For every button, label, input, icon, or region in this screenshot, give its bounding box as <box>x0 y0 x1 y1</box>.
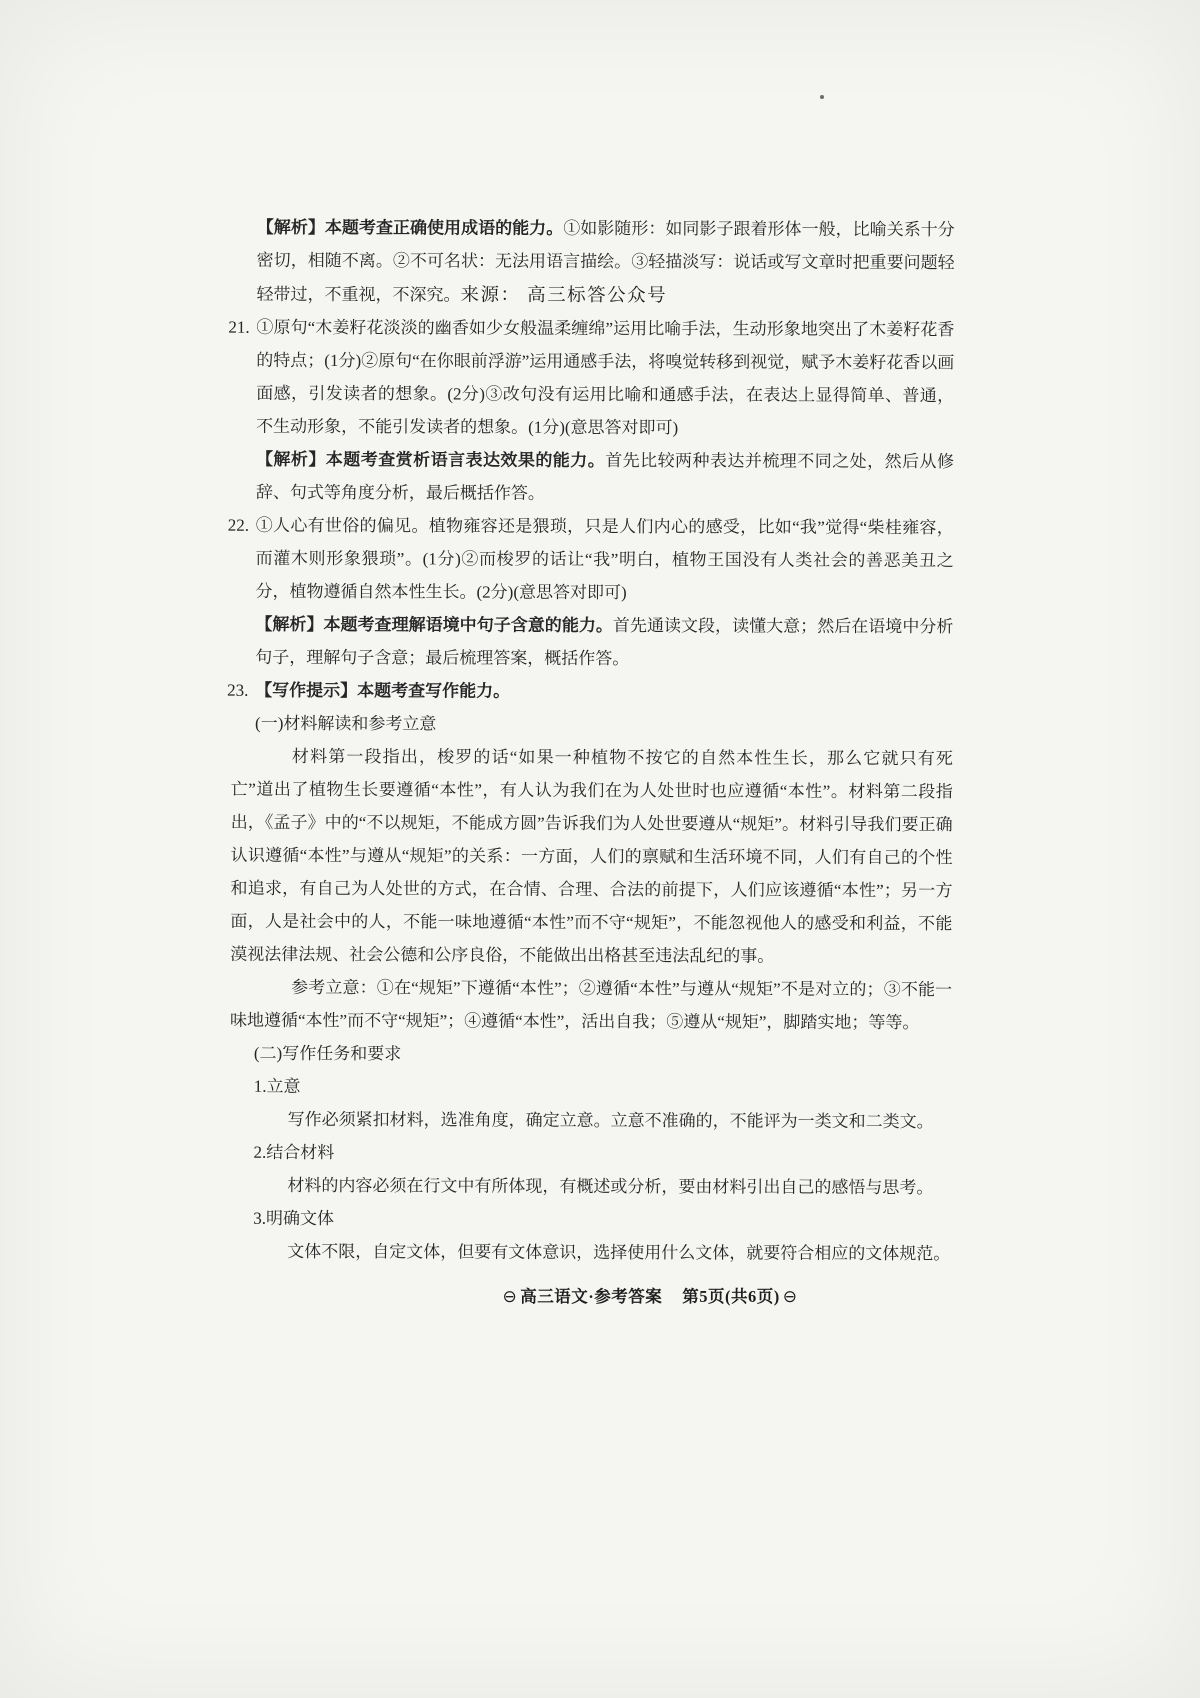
text-run: 参考立意：①在“规矩”下遵循“本性”；②遵循“本性”与遵从“规矩”不是对立的；③不能一味地遵循“本性”而不守“规矩”；④遵循“本性”，活出自我；⑤遵从“规矩”，脚踏实地；等等。 <box>229 977 953 1033</box>
para-style <box>253 1235 951 1270</box>
bold-text-run: 【解析】本题考查赏析语言表达效果的能力。 <box>255 449 606 471</box>
text-run: 首先通读文段，读懂大意；然后在语境中分析句子，理解句子含意；最后梳理答案，概括作答。 <box>255 616 954 669</box>
question-number: 23. <box>227 680 249 700</box>
heading-intent <box>254 1070 952 1105</box>
text-run: 1.立意 <box>253 1076 301 1096</box>
page-footer <box>230 1283 1070 1307</box>
bold-text-run: 【解析】本题考查理解语境中句子含意的能力。 <box>255 614 613 636</box>
analysis-q20 <box>256 211 954 313</box>
text-run: 材料第一段指出，梭罗的话“如果一种植物不按它的自然本性生长，那么它就只有死亡”道出了植物生长要遵循“本性”，有人认为我们在为人处世时也应遵循“本性”。材料第二段指出，《孟子》中的“不以规矩，不能成方圆”告诉我们为人处世要遵从“规矩”。材料引导我们要正确认识遵循“本性”与遵从“规矩”的关系：一方面，人们的禀赋和生活环境不同，人们有自己的个性和追求，有自己为人处世的方式，在合情、合理、合法的前提下，人们应该遵循“本性”；另一方面，人是社会中的人，不能一味地遵循“本性”而不守“规矩”，不能忽视他人的感受和利益，不能漠视法律法规、社会公德和公序良俗，不能做出出格甚至违法乱纪的事。 <box>230 746 953 966</box>
footer-page-info: 第5页(共6页) <box>682 1287 780 1306</box>
text-run: ①人心有世俗的偏见。植物雍容还是猥琐，只是人们内心的感受，比如“我”觉得“柴桂雍容，而灌木则形象猥琐”。(1分)②而梭罗的话让“我”明白，植物王国没有人类社会的善恶美丑之分，植物遵循自然本性生长。(2分)(意思答对即可) <box>255 515 954 603</box>
para-intent <box>254 1103 952 1138</box>
heading-material-interpretation <box>255 707 953 742</box>
answer-23-writing-hint <box>227 674 953 709</box>
question-number: 21. <box>228 317 250 337</box>
text-run: (二)写作任务和要求 <box>253 1043 402 1064</box>
answer-22 <box>227 509 954 610</box>
text-run: 首先比较两种表达并梳理不同之处，然后从修辞、句式等角度分析，最后概括作答。 <box>255 451 955 503</box>
text-run: 材料的内容必须在行文中有所体现，有概述或分析，要由材料引出自己的感悟与思考。 <box>287 1175 934 1198</box>
footer-right-symbol: ⊖ <box>782 1287 798 1307</box>
text-run: (一)材料解读和参考立意 <box>255 713 437 734</box>
bold-text-run: 【写作提示】本题考查写作能力。 <box>255 680 511 701</box>
bold-text-run: 【解析】本题考查正确使用成语的能力。 <box>256 217 564 238</box>
footer-left-symbol: ⊖ <box>502 1287 518 1307</box>
para-material-analysis <box>230 740 953 974</box>
heading-writing-tasks <box>254 1037 952 1072</box>
question-number: 22. <box>227 515 250 535</box>
heading-style <box>253 1202 951 1237</box>
footer-title: 高三语文·参考答案 <box>520 1287 663 1306</box>
para-combine-material <box>253 1169 951 1204</box>
content-blocks <box>227 211 955 1270</box>
para-reference-ideas <box>230 971 952 1040</box>
analysis-q21 <box>256 443 954 511</box>
heading-combine-material <box>254 1136 952 1171</box>
analysis-q22 <box>255 608 953 676</box>
text-run: 3.明确文体 <box>253 1208 335 1229</box>
text-run: 写作必须紧扣材料，选准角度，确定立意。立意不准确的，不能评为一类文和二类文。 <box>287 1109 934 1132</box>
answer-21 <box>228 311 955 445</box>
scan-speck <box>820 95 824 99</box>
text-run: ①如影随形：如同影子跟着形体一般，比喻关系十分密切，相随不离。②不可名状：无法用语言描绘。③轻描淡写：说话或写文章时把重要问题轻轻带过，不重视，不深究。 <box>256 218 955 305</box>
text-run: 来源： 高三标答公众号 <box>460 283 668 306</box>
text-run: ①原句“木姜籽花淡淡的幽香如少女般温柔缠绵”运用比喻手法，生动形象地突出了木姜籽花香的特点；(1分)②原句“在你眼前浮游”运用通感手法，将嗅觉转移到视觉，赋予木姜籽花香以画面感，引发读者的想象。(2分)③改句没有运用比喻和通感手法，在表达上显得简单、普通，不生动形象，不能引发读者的想象。(1分)(意思答对即可) <box>256 317 955 438</box>
text-run: 文体不限，自定文体，但要有文体意识，选择使用什么文体，就要符合相应的文体规范。 <box>287 1241 951 1264</box>
text-run: 2.结合材料 <box>253 1142 335 1163</box>
